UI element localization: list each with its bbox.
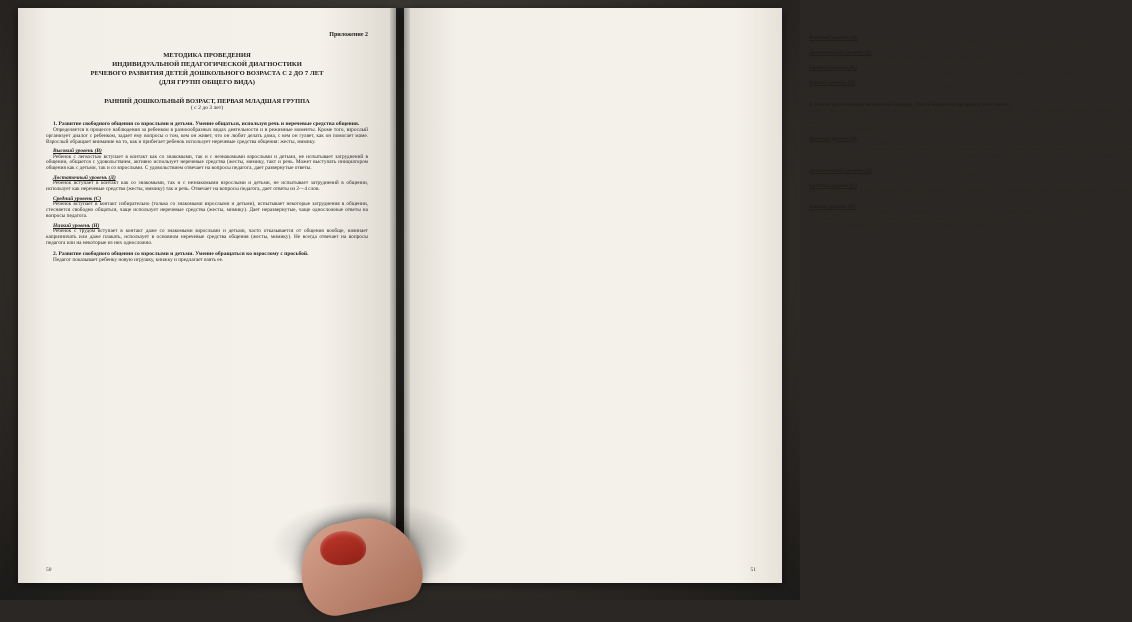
level-heading: Высокий уровень (В) [809, 35, 858, 41]
body-paragraph: Возможно, что ребенок может повторить названия картинок вслед за взрослым. Части тела и лица куклы и части машины тоже не может называть, называет неправильно (4—6 ошибок) или только повторяет вслед за взрослым. [802, 216, 1132, 229]
level-heading: Средний уровень (С) [53, 196, 101, 203]
level-heading: Достаточный уровень (Д) [809, 168, 872, 175]
level-heading: Средний уровень (С) [809, 64, 857, 71]
section-heading: 3. Иметь достаточный активный словарь. Уметь называть предметы и их части. [809, 101, 1011, 108]
section-heading: 1. Развитие свободного общения со взрослыми и детьми. Умение общаться, используя речь и неречевые средства общения. [53, 120, 360, 127]
level-heading: Высокий уровень (В) [53, 148, 102, 155]
body-paragraph: Ребенок с трудом вступает в контакт даже со знакомыми взрослыми и детьми, часто отказывается от общения вообще, начинает капризничать или даже плакать, использует в основном неречевые средства общения (жесты, мимику). Не всегда отвечает на вопросы педагога или на некоторые из них односложно. [46, 228, 368, 246]
right-page-column [802, 32, 1132, 553]
page-title-line: МЕТОДИКА ПРОВЕДЕНИЯ [163, 52, 251, 59]
body-paragraph: Ребенок обращается ко взрослому с просьбой: «Тетя, дайте мне мишку (книжку)». [809, 55, 996, 62]
body-paragraph: Ребенок не желает выполнять задание, капризничает, но затем пытается называть некоторые картинки, допуская при этом 6—8 ошибок. [809, 209, 1117, 216]
left-page-column [46, 32, 368, 553]
page-title-line: ИНДИВИДУАЛЬНОЙ ПЕДАГОГИЧЕСКОЙ ДИАГНОСТИКИ [112, 60, 302, 68]
body-paragraph: Ребенок не сразу обращается ко взрослому с просьбой, стесняется, мнется, потом говорит: «Дай мне мишку (книжку)». [809, 69, 1080, 76]
body-paragraph: Ребенок допускает отдельные ошибки, называет неправильно 1—2 картинки из всех предложенных или затрудняется называть их. Называет части тела и лица куклы, части машины, допуская при этом 1—2 ошибки. [802, 188, 1132, 201]
level-heading: Достаточный уровень (Д) [809, 49, 872, 56]
page-title [46, 52, 368, 88]
page-title-line: (ДЛЯ ГРУПП ОБЩЕГО ВИДА) [159, 78, 255, 86]
right-page [404, 8, 1132, 583]
body-paragraph: Ребенок без промедления с улыбкой обращается ко взрослому с просьбой: «Анна Сергеевна, дайте мне мишку (книжку), пожалуйста». [809, 40, 1115, 47]
page-title-line: РЕЧЕВОГО РАЗВИТИЯ ДЕТЕЙ ДОШКОЛЬНОГО ВОЗРАСТА С 2 ДО 7 ЛЕТ [90, 69, 324, 77]
body-paragraph: Педагог показывает ребенку новую игрушку, книжку и предлагает взять ее. [53, 256, 224, 263]
page-subtitle: РАННИЙ ДОШКОЛЬНЫЙ ВОЗРАСТ, ПЕРВАЯ МЛАДШАЯ ГРУППА [104, 97, 310, 105]
level-heading: Низкий уровень (Н) [53, 223, 100, 229]
level-heading: Низкий уровень (Н) [809, 204, 856, 211]
book-gutter [390, 8, 410, 583]
page-number-right: 51 [750, 567, 756, 573]
level-heading: Средний уровень (С) [809, 183, 857, 190]
body-paragraph: Ребенок с легкостью вступает в контакт как со знакомыми, так и с незнакомыми взрослыми и детьми, не испытывает затруднений в общении, общается с удовольствием, активно использует неречевые средства (жесты, мимику, такт и речь. Может выступать инициатором общения как с детьми, так и со взрослыми. С удовольствием отвечает на вопросы педагога, дает развернутые ответы. [46, 153, 368, 172]
left-page-body [46, 121, 368, 264]
fingernail [320, 530, 367, 566]
appendix-label: Приложение 2 [329, 32, 368, 38]
section-heading: 2. Развитие свободного общения со взрослыми и детьми. Умение обращаться ко взрослому с просьбой. [53, 250, 309, 257]
body-paragraph: Ребенок вступает в контакт как со знакомыми, так и с незнакомыми взрослыми и детьми, не испытывает затруднений в общении, использует как неречевые средства (жесты, мимику) так и речь. Отвечает на вопросы педагога, дает ответы из 2—4 слов. [46, 180, 368, 193]
level-heading: Высокий уровень (В) [809, 135, 858, 142]
body-paragraph: Определяется в процессе наблюдения за ребенком в разноообразных видах деятельности и в режимные моменты. Кроме того, взрослый организует диалог с ребенком, задает ему вопросы о том, кем он живет, что он любит делать дома, с кем он гуляет, как он помогает маме. Взрослый обращает внимание на то, как и прибегает ребенок использует неречевые средства общения: жесты, мимику. [46, 126, 368, 145]
body-paragraph: Ребенок сразу же без затруднений правильно называет все предложенные картинки. Называя картинки, сообщает какие-то дополнительные сведения. Например: «У кошки моей есть такая же чашка. Я мяч есть такая машина дому». Не затрудняется в названии частей тела и лица куклы и частей машины, не допускает ошибок, сообщает дополнительные сведения. Например: «А еще у куклы есть уши. Вот они. А у машины есть руль. Я моего папы в машине тоже есть руль». [802, 140, 1132, 165]
level-heading: Достаточный уровень (Д) [53, 175, 116, 182]
body-paragraph: Ребенок называет все предложенные картинки, не испытывает затруднений в названии частей тела и лица куклы, частей машины. [809, 173, 1103, 180]
body-paragraph: Ребенок не желает выполнять задание взрослого, отворачивается, капризничает, наконец, может показать жестом, что ему нужна игрушка, или сказать: «Дай!» [802, 84, 1132, 97]
page-number-left: 50 [46, 567, 52, 573]
page-subtitle-age: ( с 2 до 3 лет) [190, 104, 224, 111]
body-paragraph: Ребенок вступает в контакт избирательно (только со знакомыми взрослыми и детьми), испытывает некоторые затруднения в общении, стесняется свободно общаться, чаще использует неречевые средства (жесты, мимику). Дает неразвернутые, чаще односложные ответы на вопросы педагога. [46, 201, 368, 220]
right-page-body [802, 35, 1132, 229]
body-paragraph: Педагог показывает ребенку 12 предметных картинок по лексическим темам «Игрушки», «Посуда», «Одежда», «Обувь», выкладывая их на стол по три штуки, и просит ребенка сказать, что нарисовано на картинке. Затем показывает куклу и просит назвать части тела и лица куклы (голова, руки, ноги, живот, глаза, нос, рот), задавая вопрос: «Что это у куклы?» Далее педагог показывает машинку и просит назвать ее части (кабину, кузов, колеса), задавая вопрос: «Что это у машинки?» [802, 107, 1132, 132]
level-heading: Низкий уровень (Н) [809, 79, 856, 86]
left-page [18, 8, 396, 583]
